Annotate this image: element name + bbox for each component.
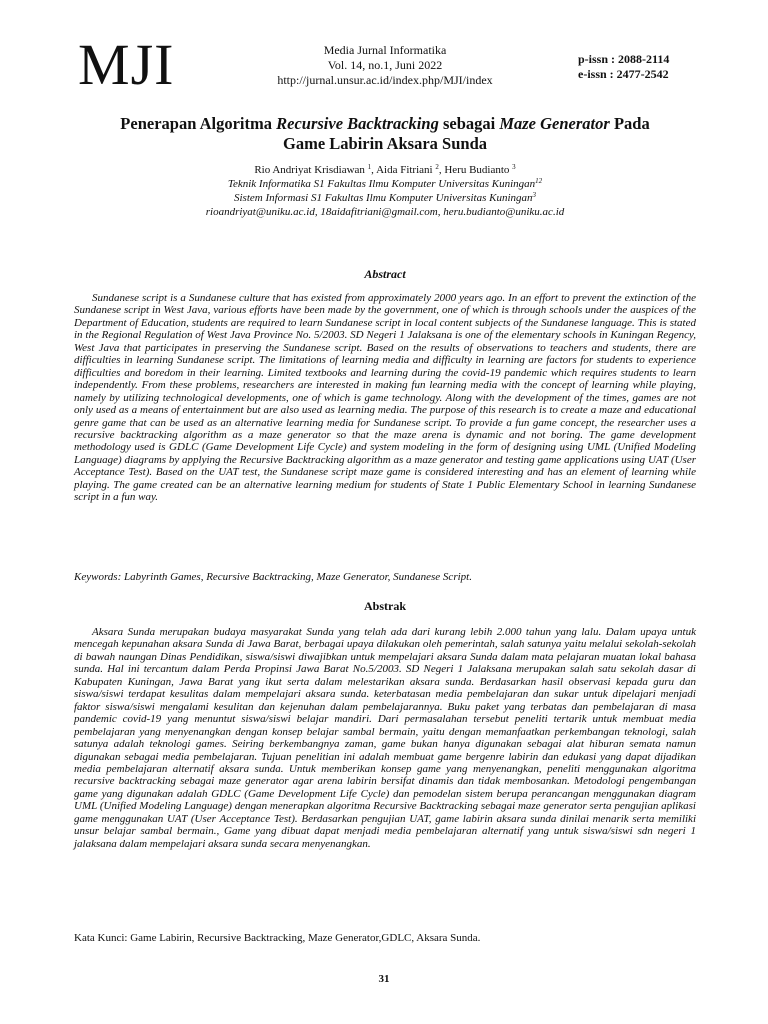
affiliation-2-text: Sistem Informasi S1 Fakultas Ilmu Komputer Universitas Kuningan bbox=[233, 192, 533, 204]
author-1: Rio Andriyat Krisdiawan bbox=[254, 164, 368, 176]
author-2-sup: 2 bbox=[435, 163, 439, 171]
author-3-sup: 3 bbox=[512, 163, 516, 171]
title-text-3: sebagai bbox=[438, 114, 500, 133]
author-1-sup: 1 bbox=[367, 163, 372, 171]
affiliation-1-sup: 12 bbox=[535, 177, 543, 185]
issn-block bbox=[578, 52, 669, 82]
journal-info bbox=[250, 43, 520, 88]
abstrak-heading: Abstrak bbox=[363, 599, 406, 613]
affiliation-2 bbox=[70, 191, 700, 205]
title-text-4: Maze Generator bbox=[499, 114, 610, 133]
abstrak-text: Aksara Sunda merupakan budaya masyarakat Sunda yang telah ada dari kurang lebih 2.000 tahun yang lalu. Dalam upaya untuk mencegah kepunahan aksara Sunda di Jawa Barat, berbagai upaya dilakukan oleh pemerintah, salah satunya yaitu melalui sekolah-sekolah di bawah naungan Dinas Pendidikan, siswa/siswi diwajibkan untuk mempelajari aksara Sunda dalam mata pelajaran muatan lokal bahasa sunda. Hal ini tercantum dalam Perda Propinsi Jawa Barat No.5/2003. SD Negeri 1 Jalaksana merupakan salah satu sekolah dasar di Kabupaten Kuningan, Jawa Barat yang ikut serta dalam melestarikan aksara sunda. Berdasarkan hasil observasi kepada guru dan siswa/siswi terdapat kesulitas dalam mempelajari aksara sunda. keterbatasan media pembelajaran dan sukar untuk dipelajari menjadi faktor siswa/siswi mengalami kesulitan dan kejenuhan dalam pembelajarannya. Buku paket yang terbatas dan pembelajaran di masa pandemic covid-19 yang menuntut siswa/siswi belajar mandiri. Dari permasalahan tersebut peneliti tertarik untuk membuat media pembelajaran yang menyenangkan dengan konsep belajar sambal bermain, yaitu dengan memanfaatkan perkembangan teknologi, salah satunya adalah teknologi games. Seiring berkembangnya zaman, game bukan hanya digunakan sebagai alat hiburan semata namun digunakan sebagai media pembelajaran. Tujuan penelitian ini adalah membuat game bergenre labirin dan edukasi yang dapat dijadikan media pembelajaran alternatif aksara sunda. Untuk memberikan konsep game yang menyenangkan, peneliti menggunakan algoritma recursive backtracking sebagai maze generator agar arena labirin bersifat dinamis dan tidak membosankan. Metodologi pengembangan game yang digunakan adalah GDLC (Game Development Life Cycle) dan pemodelan sistem berupa perancangan menggunakan diagram UML (Unified Modeling Language) dengan menerapkan algoritma Recursive Backtracking sebagai maze generator serta pengujian aplikasi game menggunakan UAT (User Acceptance Test). Berdasarkan pengujian UAT, game labirin aksara sunda dinilai menarik serta memiliki unsur belajar sambal bermain., Game yang dibuat dapat menjadi media pembelajaran alternatif yang untuk siswa/siswi sdn negeri 1 jalaksana dalam mempelajari aksara sunda secara menyenangkan. bbox=[74, 626, 696, 850]
title-line-2: Game Labirin Aksara Sunda bbox=[282, 134, 487, 153]
journal-name: Media Jurnal Informatika bbox=[323, 43, 447, 57]
abstract-heading: Abstract bbox=[364, 267, 406, 281]
e-issn: e-issn : 2477-2542 bbox=[578, 67, 669, 81]
paper-title bbox=[70, 114, 700, 154]
title-text-1: Penerapan Algoritma bbox=[120, 114, 277, 133]
title-text-5: Pada bbox=[609, 114, 650, 133]
author-block bbox=[70, 163, 700, 219]
affiliation-2-sup: 3 bbox=[532, 191, 537, 199]
author-3: , Heru Budianto bbox=[438, 164, 513, 176]
journal-logo: MJI bbox=[78, 32, 175, 97]
author-2: , Aida Fitriani bbox=[371, 164, 436, 176]
journal-volume: Vol. 14, no.1, Juni 2022 bbox=[327, 58, 443, 72]
p-issn: p-issn : 2088-2114 bbox=[578, 52, 670, 66]
abstract-keywords: Keywords: Labyrinth Games, Recursive Backtracking, Maze Generator, Sundanese Script. bbox=[74, 571, 472, 583]
author-emails[interactable]: rioandriyat@uniku.ac.id, 18aidafitriani@gmail.com, heru.budianto@uniku.ac.id bbox=[205, 206, 565, 218]
author-names bbox=[70, 163, 700, 177]
page-number: 31 bbox=[378, 973, 390, 985]
affiliation-1 bbox=[70, 177, 700, 191]
abstrak-keywords: Kata Kunci: Game Labirin, Recursive Backtracking, Maze Generator,GDLC, Aksara Sunda. bbox=[74, 932, 481, 944]
affiliation-1-text: Teknik Informatika S1 Fakultas Ilmu Komputer Universitas Kuningan bbox=[227, 178, 536, 190]
abstract-text: Sundanese script is a Sundanese culture that has existed from approximately 2000 years ago. In an effort to prevent the extinction of the Sundanese script in West Java, various efforts have been made by the government, one of which is through schools under the auspices of the Department of Education, students are required to learn Sundanese script in local content subjects of the Sundanese language. This is stated in the Regional Regulation of West Java Province No. 5/2003. SD Negeri 1 Jalaksana is one of the elementary schools in Kuningan Regency, West Java that participates in preserving the Sundanese script. Based on the results of observations to teachers and students, there are difficulties in learning Sundanese script. The limitations of learning media and difficulty in learning are factors for students to experience difficulties and boredom in their learning. Limited textbooks and learning during the covid-19 pandemic which requires students to learn independently. From these problems, researchers are interested in making fun learning media with the concept of learning while playing, namely by utilizing technological developments, one of which is game technology. Along with the development of the times, games are not only used as a means of entertainment but are also used as learning media. The purpose of this research is to create a maze and educational genre game that can be used as an alternative learning media for Sundanese script. To provide a fun game concept, the researcher uses a recursive backtracking algorithm as a maze generator so that the maze arena is dynamic and not boring. The game development methodology used is GDLC (Game Development Life Cycle) and system modeling in the form of designing using UML (Unified Modeling Language) diagrams by applying the Recursive Backtracking algorithm as a maze generator and testing game applications using UAT (User Acceptance Test). Based on the UAT test, the Sundanese script maze game is considered interesting and has an element of learning while playing. The game created can be an alternative learning medium for students of State 1 Public Elementary School in learning Sundanese script in a fun way. bbox=[74, 292, 696, 504]
journal-url[interactable]: http://jurnal.unsur.ac.id/index.php/MJI/index bbox=[277, 73, 493, 87]
title-text-2: Recursive Backtracking bbox=[276, 114, 439, 133]
